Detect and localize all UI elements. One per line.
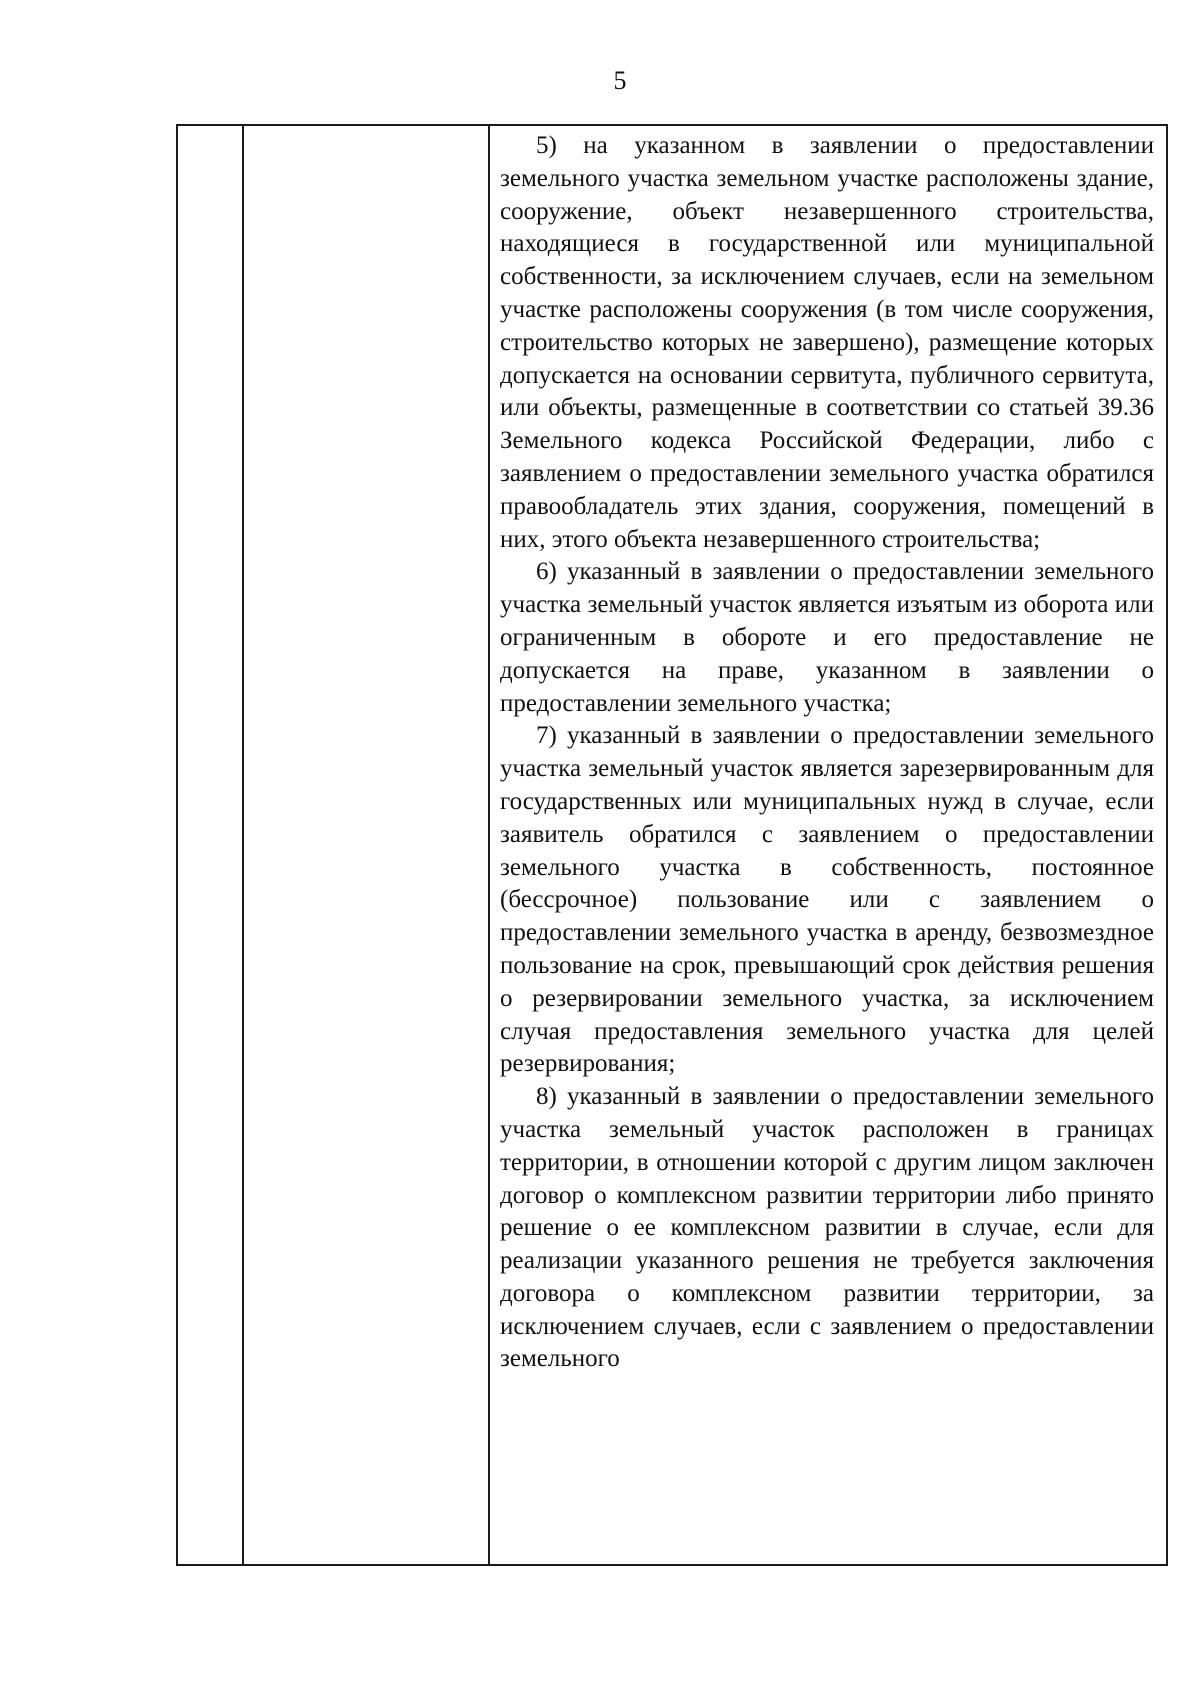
paragraph-item-7: 7) указанный в заявлении о предоставлении земельного участка земельный участок является зарезервированным для государственных или муниципальных нужд в случае, если заявитель обратился с заявлением о предоставлении земельного участка в собственность, постоянное (бессрочное) пользование или с заявлением о предоставлении земельного участка в аренду, безвозмездное пользование на срок, превышающий срок действия решения о резервировании земельного участка, за исключением случая предоставления земельного участка для целей резервирования; [500,722,1154,1078]
paragraph-item-8: 8) указанный в заявлении о предоставлении земельного участка земельный участок расположен в границах территории, в отношении которой с другим лицом заключен договор о комплексном развитии территории либо принято решение о ее комплексном развитии в случае, если для реализации указанного решения не требуется заключения договора о комплексном развитии территории, за исключением случаев, если с заявлением о предоставлении земельного [500,1083,1154,1373]
column-divider-1 [242,126,244,1564]
page-number: 5 [613,66,627,95]
paragraph-item-5: 5) на указанном в заявлении о предоставлении земельного участка земельном участке расположены здание, сооружение, объект незавершенного строительства, находящиеся в государственной или муниципальной собственности, за исключением случаев, если на земельном участке расположены сооружения (в том числе сооружения, строительство которых не завершено), размещение которых допускается на основании сервитута, публичного сервитута, или объекты, размещенные в соответствии со статьей 39.36 Земельного кодекса Российской Федерации, либо с заявлением о предоставлении земельного участка обратился правообладатель этих здания, сооружения, помещений в них, этого объекта незавершенного строительства; [500,132,1154,553]
column-divider-2 [488,126,490,1564]
table-cell-text [500,130,1154,1562]
content-table [176,124,1168,1566]
paragraph-item-6: 6) указанный в заявлении о предоставлении земельного участка земельный участок является изъятым из оборота или ограниченным в обороте и его предоставление не допускается на праве, указанном в заявлении о предоставлении земельного участка; [500,558,1154,717]
